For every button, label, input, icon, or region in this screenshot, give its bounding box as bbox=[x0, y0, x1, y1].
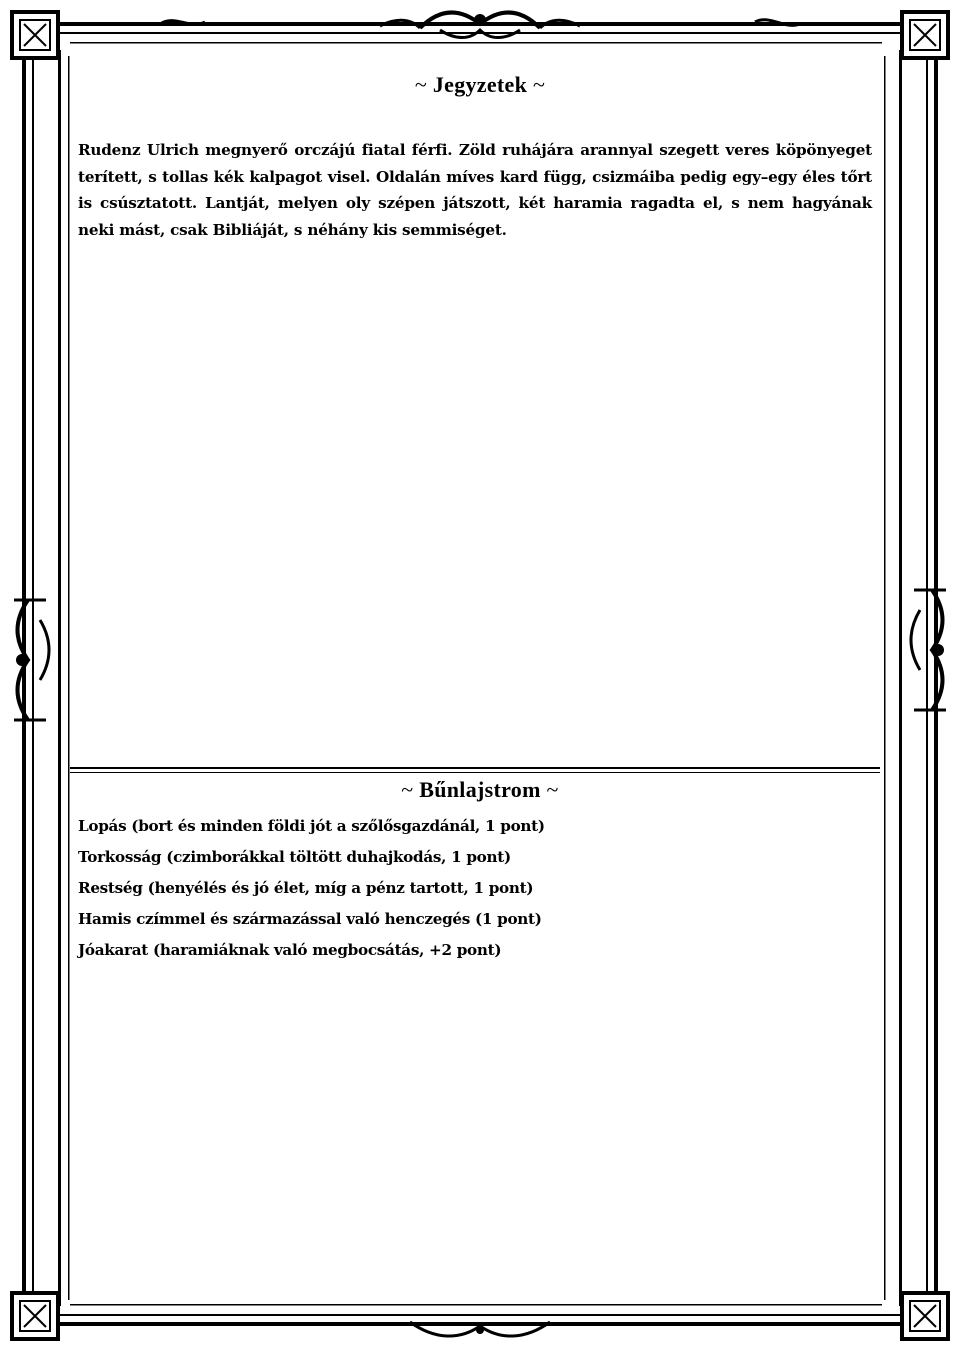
sin-list bbox=[78, 813, 878, 968]
sins-heading bbox=[80, 777, 880, 803]
tilde-right: ~ bbox=[546, 777, 559, 802]
tilde-left: ~ bbox=[414, 72, 428, 97]
sin-item: Restség (henyélés és jó élet, míg a pénz tartott, 1 pont) bbox=[78, 879, 534, 897]
notes-heading-text: Jegyzetek bbox=[432, 72, 528, 97]
sin-item: Torkosság (czimborákkal töltött duhajkodás, 1 pont) bbox=[78, 848, 511, 866]
section-divider bbox=[70, 767, 880, 769]
sin-item: Lopás (bort és minden földi jót a szőlősgazdánál, 1 pont) bbox=[78, 817, 545, 835]
sin-item: Hamis czímmel és származással való henczegés (1 pont) bbox=[78, 910, 542, 928]
notes-heading bbox=[80, 72, 880, 98]
tilde-right: ~ bbox=[532, 72, 546, 97]
sin-item: Jóakarat (haramiáknak való megbocsátás, +2 pont) bbox=[78, 941, 502, 959]
section-divider-thin bbox=[70, 772, 880, 773]
notes-paragraph: Rudenz Ulrich megnyerő orczájú fiatal férfi. Zöld ruhájára arannyal szegett veres köpönyeget terített, s tollas kék kalpagot visel. Oldalán míves kard függ, csizmáiba pedig egy–egy éles tőrt is csúsztatott. Lantját, melyen oly szépen játszott, két haramia ragadta el, s nem hagyának neki mást, csak Bibliáját, s néhány kis semmiséget. bbox=[78, 141, 872, 239]
tilde-left: ~ bbox=[401, 777, 414, 802]
sins-heading-text: Bűnlajstrom bbox=[419, 777, 541, 802]
